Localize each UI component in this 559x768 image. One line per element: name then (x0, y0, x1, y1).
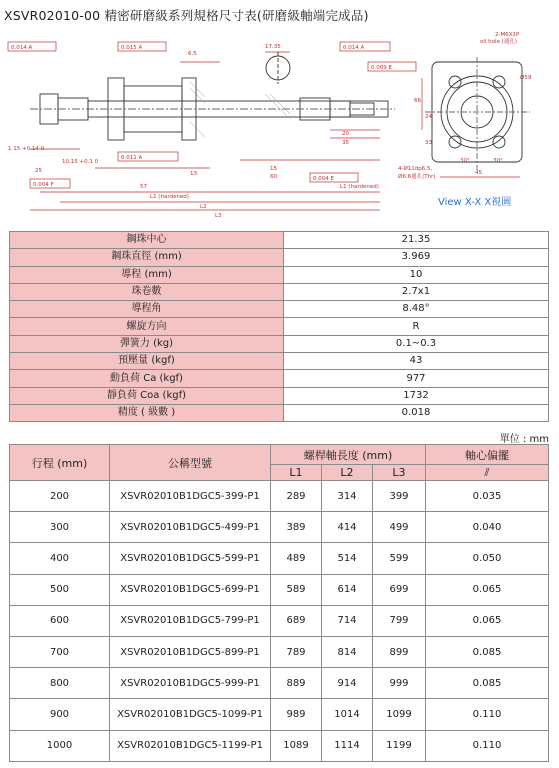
table-row (10, 512, 549, 543)
cell-runout: 0.110 (426, 730, 549, 761)
cell-stroke: 500 (10, 574, 110, 605)
cell-stroke: 300 (10, 512, 110, 543)
view-holes: 4-Ø11dp6.5, (398, 166, 433, 172)
view-oil-thread: 2-M6X1P (495, 32, 520, 38)
spec-value: 3.969 (284, 249, 549, 266)
spec-value: 1732 (284, 387, 549, 404)
cell-runout: 0.050 (426, 543, 549, 574)
spec-value: 2.7x1 (284, 283, 549, 300)
spec-value: 0.018 (284, 404, 549, 421)
cell-l1: 389 (271, 512, 322, 543)
dim-top-57: 57 (140, 184, 147, 190)
spec-label: 動負荷 Ca (kgf) (10, 370, 284, 387)
spec-label: 螺旋方向 (10, 318, 284, 335)
view-dia: Ø59 (520, 75, 532, 81)
spec-label: 鋼珠直徑 (mm) (10, 249, 284, 266)
cell-l1: 589 (271, 574, 322, 605)
dim-left-runout: 0.014 A (11, 45, 33, 51)
cell-l2: 414 (322, 512, 373, 543)
table-row (10, 699, 549, 730)
spec-row (10, 353, 549, 370)
spec-row (10, 232, 549, 249)
spec-label: 鋼珠中心 (10, 232, 284, 249)
dim-right-20: 20 (342, 131, 349, 137)
dim-top-runout: 0.015 A (121, 45, 143, 51)
cell-model: XSVR02010B1DGC5-1099-P1 (110, 699, 271, 730)
page-title: XSVR02010-00 精密研磨級系列規格尺寸表(研磨級軸端完成品) (4, 8, 369, 23)
spec-row (10, 266, 549, 283)
dim-l2: L2 (200, 204, 207, 210)
header-model: 公稱型號 (110, 445, 271, 481)
dim-top-offset: 10.15 +0.1 0 (62, 159, 99, 165)
table-row (10, 730, 549, 761)
view-45: 45 (475, 170, 482, 176)
spec-value: 0.1~0.3 (284, 335, 549, 352)
cell-l1: 689 (271, 605, 322, 636)
dim-l3: L3 (215, 213, 222, 219)
spec-label: 預壓量 (kgf) (10, 353, 284, 370)
spec-value: 977 (284, 370, 549, 387)
cell-l3: 499 (373, 512, 426, 543)
cell-stroke: 200 (10, 481, 110, 512)
cell-l3: 799 (373, 605, 426, 636)
dim-mid-oil: 17.35 (265, 44, 281, 50)
dim-mid-runout-2: 0.004 E (313, 176, 334, 182)
table-row (10, 636, 549, 667)
unit-note: 單位 : mm (499, 434, 549, 445)
view-angle-1: 30° (460, 158, 470, 164)
dim-mid-60: L1 (hardened) (340, 184, 379, 190)
dim-top-runout-2: 0.011 A (121, 155, 143, 161)
cell-stroke: 1000 (10, 730, 110, 761)
dim-mid-10: 15 (270, 166, 277, 172)
cell-model: XSVR02010B1DGC5-599-P1 (110, 543, 271, 574)
view-33: 33 (425, 140, 432, 146)
cell-l1: 289 (271, 481, 322, 512)
cell-runout: 0.085 (426, 668, 549, 699)
cell-stroke: 800 (10, 668, 110, 699)
cell-l3: 999 (373, 668, 426, 699)
cell-model: XSVR02010B1DGC5-799-P1 (110, 605, 271, 636)
cell-stroke: 600 (10, 605, 110, 636)
cell-l2: 614 (322, 574, 373, 605)
header-l1: L1 (271, 465, 322, 481)
cell-model: XSVR02010B1DGC5-499-P1 (110, 512, 271, 543)
header-l3: L3 (373, 465, 426, 481)
spec-label: 珠卷數 (10, 283, 284, 300)
cell-l2: 1114 (322, 730, 373, 761)
table-row (10, 605, 549, 636)
dim-mid-15: 60 (270, 174, 277, 180)
view-title: View X-X X視圖 (438, 197, 512, 208)
cell-l2: 914 (322, 668, 373, 699)
header-length: 螺桿軸長度 (mm) (271, 445, 426, 465)
cell-l1: 989 (271, 699, 322, 730)
cell-l3: 1199 (373, 730, 426, 761)
cell-model: XSVR02010B1DGC5-899-P1 (110, 636, 271, 667)
cell-l2: 814 (322, 636, 373, 667)
dim-top-width: 6.5 (188, 51, 197, 57)
spec-row (10, 335, 549, 352)
spec-value: 8.48° (284, 301, 549, 318)
technical-drawing (0, 22, 559, 222)
cell-model: XSVR02010B1DGC5-1199-P1 (110, 730, 271, 761)
cell-runout: 0.085 (426, 636, 549, 667)
cell-l3: 699 (373, 574, 426, 605)
cell-l2: 714 (322, 605, 373, 636)
spec-row (10, 318, 549, 335)
cell-model: XSVR02010B1DGC5-699-P1 (110, 574, 271, 605)
cell-l3: 899 (373, 636, 426, 667)
dim-top-13: 13 (190, 171, 197, 177)
dim-right-runout: 0.009 E (371, 65, 392, 71)
cell-l1: 489 (271, 543, 322, 574)
spec-row (10, 387, 549, 404)
model-table (9, 444, 549, 762)
spec-row (10, 249, 549, 266)
spec-row (10, 404, 549, 421)
table-row (10, 543, 549, 574)
header-runout: 軸心偏擺 (426, 445, 549, 465)
spec-label: 精度 ( 級數 ) (10, 404, 284, 421)
cell-l3: 599 (373, 543, 426, 574)
view-66: 66 (414, 98, 421, 104)
cell-runout: 0.065 (426, 574, 549, 605)
cell-l1: 789 (271, 636, 322, 667)
view-oil-hole: oil hole (通孔) (480, 39, 517, 45)
spec-label: 彈簧力 (kg) (10, 335, 284, 352)
dim-right-35: 35 (342, 140, 349, 146)
view-holes-thr: Ø6.6通孔(Thr) (398, 174, 436, 180)
cell-l3: 399 (373, 481, 426, 512)
cell-runout: 0.040 (426, 512, 549, 543)
cell-stroke: 700 (10, 636, 110, 667)
spec-value: 21.35 (284, 232, 549, 249)
cell-model: XSVR02010B1DGC5-399-P1 (110, 481, 271, 512)
cell-l3: 1099 (373, 699, 426, 730)
cell-l2: 514 (322, 543, 373, 574)
spec-label: 導程 (mm) (10, 266, 284, 283)
spec-value: 10 (284, 266, 549, 283)
cell-runout: 0.065 (426, 605, 549, 636)
header-stroke: 行程 (mm) (10, 445, 110, 481)
view-24: 24 (425, 114, 432, 120)
table-row (10, 574, 549, 605)
cell-stroke: 400 (10, 543, 110, 574)
cell-model: XSVR02010B1DGC5-999-P1 (110, 668, 271, 699)
spec-label: 導程角 (10, 301, 284, 318)
spec-row (10, 283, 549, 300)
header-l2: L2 (322, 465, 373, 481)
spec-value: R (284, 318, 549, 335)
dim-left-runout-2: 0.004 F (33, 182, 54, 188)
view-angle-2: 30° (493, 158, 503, 164)
spec-table (9, 231, 549, 422)
cell-stroke: 900 (10, 699, 110, 730)
spec-label: 靜負荷 Coa (kgf) (10, 387, 284, 404)
dim-mid-runout: 0.014 A (343, 45, 365, 51)
spec-row (10, 370, 549, 387)
cell-l2: 1014 (322, 699, 373, 730)
cell-runout: 0.035 (426, 481, 549, 512)
table-row (10, 481, 549, 512)
spec-row (10, 301, 549, 318)
dim-l1: L1 (hardened) (150, 194, 189, 200)
cell-l1: 1089 (271, 730, 322, 761)
dim-left-25: 25 (35, 168, 42, 174)
cell-l2: 314 (322, 481, 373, 512)
spec-value: 43 (284, 353, 549, 370)
cell-l1: 889 (271, 668, 322, 699)
header-runout-symbol: ⫽ (426, 465, 549, 481)
table-row (10, 668, 549, 699)
cell-runout: 0.110 (426, 699, 549, 730)
dim-left-offset: 1.15 +0.14 0 (8, 146, 45, 152)
